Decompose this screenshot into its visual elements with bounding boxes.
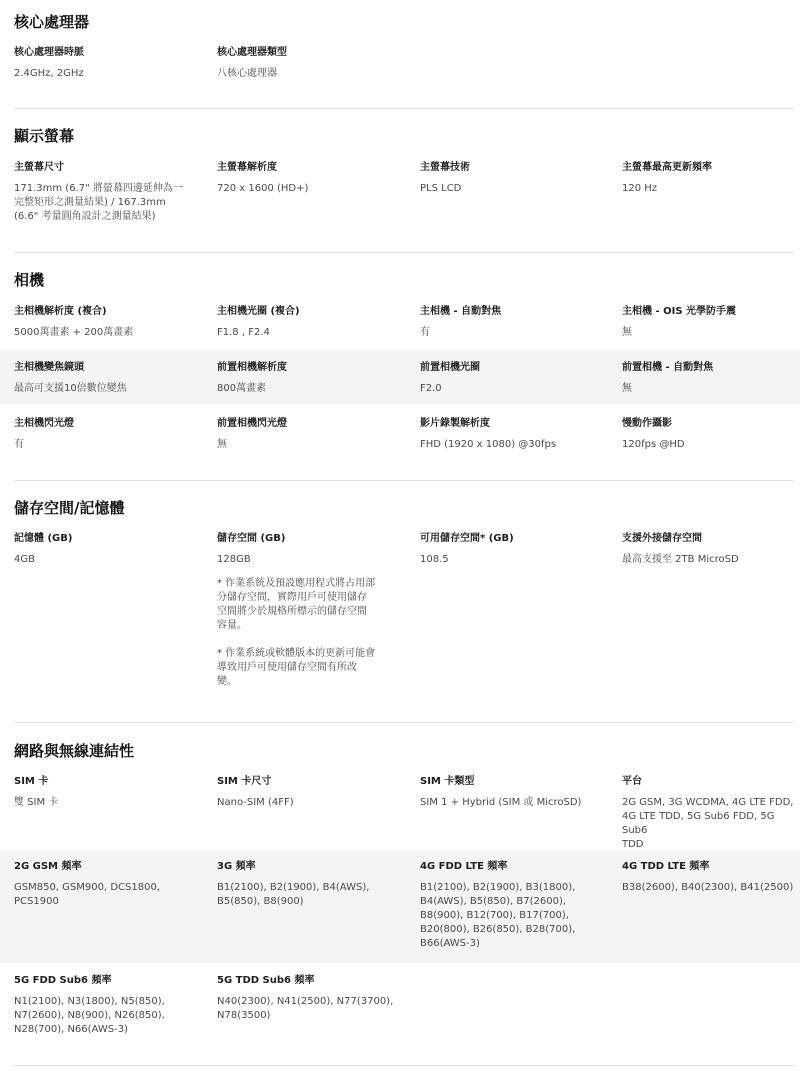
spec-value: N40(2300), N41(2500), N77(3700), N78(3500) bbox=[217, 996, 394, 1021]
spec-camera-main-autofocus bbox=[420, 305, 598, 340]
spec-camera-main-aperture bbox=[217, 305, 395, 340]
spec-value: F1.8 , F2.4 bbox=[217, 327, 270, 338]
spec-network-4g-tdd bbox=[622, 860, 800, 895]
spec-camera-main-resolution bbox=[14, 305, 192, 340]
spec-value: 無 bbox=[622, 383, 632, 394]
spec-label: SIM 卡類型 bbox=[420, 776, 475, 787]
spec-value: B38(2600), B40(2300), B41(2500) bbox=[622, 882, 794, 893]
spec-value: 720 x 1600 (HD+) bbox=[217, 183, 309, 194]
spec-value: 800萬畫素 bbox=[217, 383, 267, 394]
spec-value: 5000萬畫素 + 200萬畫素 bbox=[14, 327, 134, 338]
section-divider bbox=[14, 252, 794, 253]
section-divider bbox=[14, 722, 794, 723]
spec-label: 主相機光圈 (複合) bbox=[217, 306, 300, 317]
spec-camera-front-autofocus bbox=[622, 361, 800, 396]
spec-value: B1(2100), B2(1900), B4(AWS), B5(850), B8(900) bbox=[217, 882, 370, 907]
spec-value: 120 Hz bbox=[622, 183, 658, 194]
spec-display-size bbox=[14, 161, 192, 224]
section-title-camera: 相機 bbox=[14, 271, 45, 289]
spec-label: 主相機解析度 (複合) bbox=[14, 306, 107, 317]
spec-storage-available bbox=[420, 532, 598, 567]
spec-value: 2.4GHz, 2GHz bbox=[14, 68, 84, 79]
section-title-network: 網路與無線連結性 bbox=[14, 742, 135, 760]
spec-label: 5G FDD Sub6 頻率 bbox=[14, 975, 112, 986]
spec-value: N1(2100), N3(1800), N5(850), N7(2600), N8(900), N26(850), N28(700), N66(AWS-3) bbox=[14, 996, 165, 1035]
spec-label: 前置相機 - 自動對焦 bbox=[622, 362, 714, 373]
spec-value: 108.5 bbox=[420, 554, 449, 565]
spec-display-resolution bbox=[217, 161, 395, 196]
spec-value: F2.0 bbox=[420, 383, 442, 394]
spec-label: 平台 bbox=[622, 776, 642, 787]
spec-network-sim-size bbox=[217, 775, 395, 810]
spec-label: 影片錄製解析度 bbox=[420, 418, 490, 429]
section-divider bbox=[14, 108, 794, 109]
spec-value: 無 bbox=[217, 439, 227, 450]
spec-label: 主螢幕解析度 bbox=[217, 162, 277, 173]
section-title-processor: 核心處理器 bbox=[14, 13, 90, 31]
storage-footnote: * 作業系統或軟體版本的更新可能會 導致用戶可使用儲存空間有所改 變。 bbox=[217, 648, 376, 687]
spec-storage-memory bbox=[14, 532, 192, 567]
spec-label: 主相機 - OIS 光學防手震 bbox=[622, 306, 737, 317]
spec-label: 4G FDD LTE 頻率 bbox=[420, 861, 508, 872]
spec-value: 171.3mm (6.7" 將螢幕四邊延伸為一 完整矩形之測量結果) / 167.3mm (6.6" 考量圓角設計之測量結果) bbox=[14, 183, 183, 222]
spec-value: SIM 1 + Hybrid (SIM 或 MicroSD) bbox=[420, 797, 582, 808]
section-divider bbox=[14, 1065, 794, 1066]
spec-camera-main-ois bbox=[622, 305, 800, 340]
spec-label: 慢動作攝影 bbox=[622, 418, 672, 429]
spec-network-sim-type bbox=[420, 775, 598, 810]
spec-network-sim bbox=[14, 775, 192, 810]
spec-camera-front-aperture bbox=[420, 361, 598, 396]
spec-network-5g-tdd bbox=[217, 974, 395, 1023]
spec-display-technology bbox=[420, 161, 598, 196]
spec-value: 最高支援至 2TB MicroSD bbox=[622, 554, 739, 565]
spec-label: 2G GSM 頻率 bbox=[14, 861, 82, 872]
spec-label: 5G TDD Sub6 頻率 bbox=[217, 975, 315, 986]
spec-label: 記憶體 (GB) bbox=[14, 533, 73, 544]
section-title-display: 顯示螢幕 bbox=[14, 127, 75, 145]
spec-value: 無 bbox=[622, 327, 632, 338]
spec-network-2g bbox=[14, 860, 192, 909]
spec-value: 有 bbox=[14, 439, 24, 450]
spec-label: 前置相機解析度 bbox=[217, 362, 287, 373]
spec-label: 4G TDD LTE 頻率 bbox=[622, 861, 710, 872]
spec-label: 核心處理器類型 bbox=[217, 47, 287, 58]
spec-camera-slow-motion bbox=[622, 417, 800, 452]
spec-value: B1(2100), B2(1900), B3(1800), B4(AWS), B5(850), B7(2600), B8(900), B12(700), B17(700), B20(800), B26(850), B28(700), B66(AWS-3) bbox=[420, 882, 576, 949]
spec-camera-main-flash bbox=[14, 417, 192, 452]
spec-label: 主相機閃光燈 bbox=[14, 418, 74, 429]
spec-label: 主相機變焦鏡頭 bbox=[14, 362, 84, 373]
spec-network-4g-fdd bbox=[420, 860, 598, 951]
spec-value: PLS LCD bbox=[420, 183, 462, 194]
spec-value: 120fps @HD bbox=[622, 439, 685, 450]
section-title-storage: 儲存空間/記憶體 bbox=[14, 499, 125, 517]
spec-camera-video-resolution bbox=[420, 417, 598, 452]
spec-camera-front-flash bbox=[217, 417, 395, 452]
spec-value: 有 bbox=[420, 327, 430, 338]
spec-label: 前置相機閃光燈 bbox=[217, 418, 287, 429]
spec-processor-clock bbox=[14, 46, 192, 81]
spec-value: Nano-SIM (4FF) bbox=[217, 797, 294, 808]
spec-storage-capacity bbox=[217, 532, 395, 689]
section-divider bbox=[14, 480, 794, 481]
spec-value: GSM850, GSM900, DCS1800, PCS1900 bbox=[14, 882, 160, 907]
spec-camera-main-zoom bbox=[14, 361, 192, 396]
spec-label: 主螢幕技術 bbox=[420, 162, 470, 173]
storage-footnote: * 作業系統及預設應用程式將占用部 分儲存空間，實際用戶可使用儲存 空間將少於規格所標示的儲存空間 容量。 bbox=[217, 578, 376, 631]
spec-value: 2G GSM, 3G WCDMA, 4G LTE FDD, 4G LTE TDD, 5G Sub6 FDD, 5G Sub6 TDD bbox=[622, 797, 794, 850]
spec-label: 主螢幕最高更新頻率 bbox=[622, 162, 712, 173]
spec-label: SIM 卡尺寸 bbox=[217, 776, 272, 787]
spec-value: 4GB bbox=[14, 554, 35, 565]
spec-value: 128GB bbox=[217, 554, 251, 565]
spec-label: 可用儲存空間* (GB) bbox=[420, 533, 514, 544]
spec-network-platform bbox=[622, 775, 800, 852]
spec-label: 3G 頻率 bbox=[217, 861, 256, 872]
spec-label: 主相機 - 自動對焦 bbox=[420, 306, 502, 317]
spec-camera-front-resolution bbox=[217, 361, 395, 396]
spec-label: 儲存空間 (GB) bbox=[217, 533, 286, 544]
spec-storage-external bbox=[622, 532, 800, 567]
spec-network-3g bbox=[217, 860, 395, 909]
spec-processor-type bbox=[217, 46, 395, 81]
spec-value: FHD (1920 x 1080) @30fps bbox=[420, 439, 557, 450]
spec-display-refresh-rate bbox=[622, 161, 800, 196]
spec-label: 支援外接儲存空間 bbox=[622, 533, 702, 544]
spec-label: SIM 卡 bbox=[14, 776, 49, 787]
spec-value: 雙 SIM 卡 bbox=[14, 797, 59, 808]
spec-value: 八核心處理器 bbox=[217, 68, 277, 79]
spec-label: 主螢幕尺寸 bbox=[14, 162, 64, 173]
spec-network-5g-fdd bbox=[14, 974, 192, 1037]
spec-label: 前置相機光圈 bbox=[420, 362, 480, 373]
spec-value: 最高可支援10倍數位變焦 bbox=[14, 383, 127, 394]
spec-label: 核心處理器時脈 bbox=[14, 47, 84, 58]
